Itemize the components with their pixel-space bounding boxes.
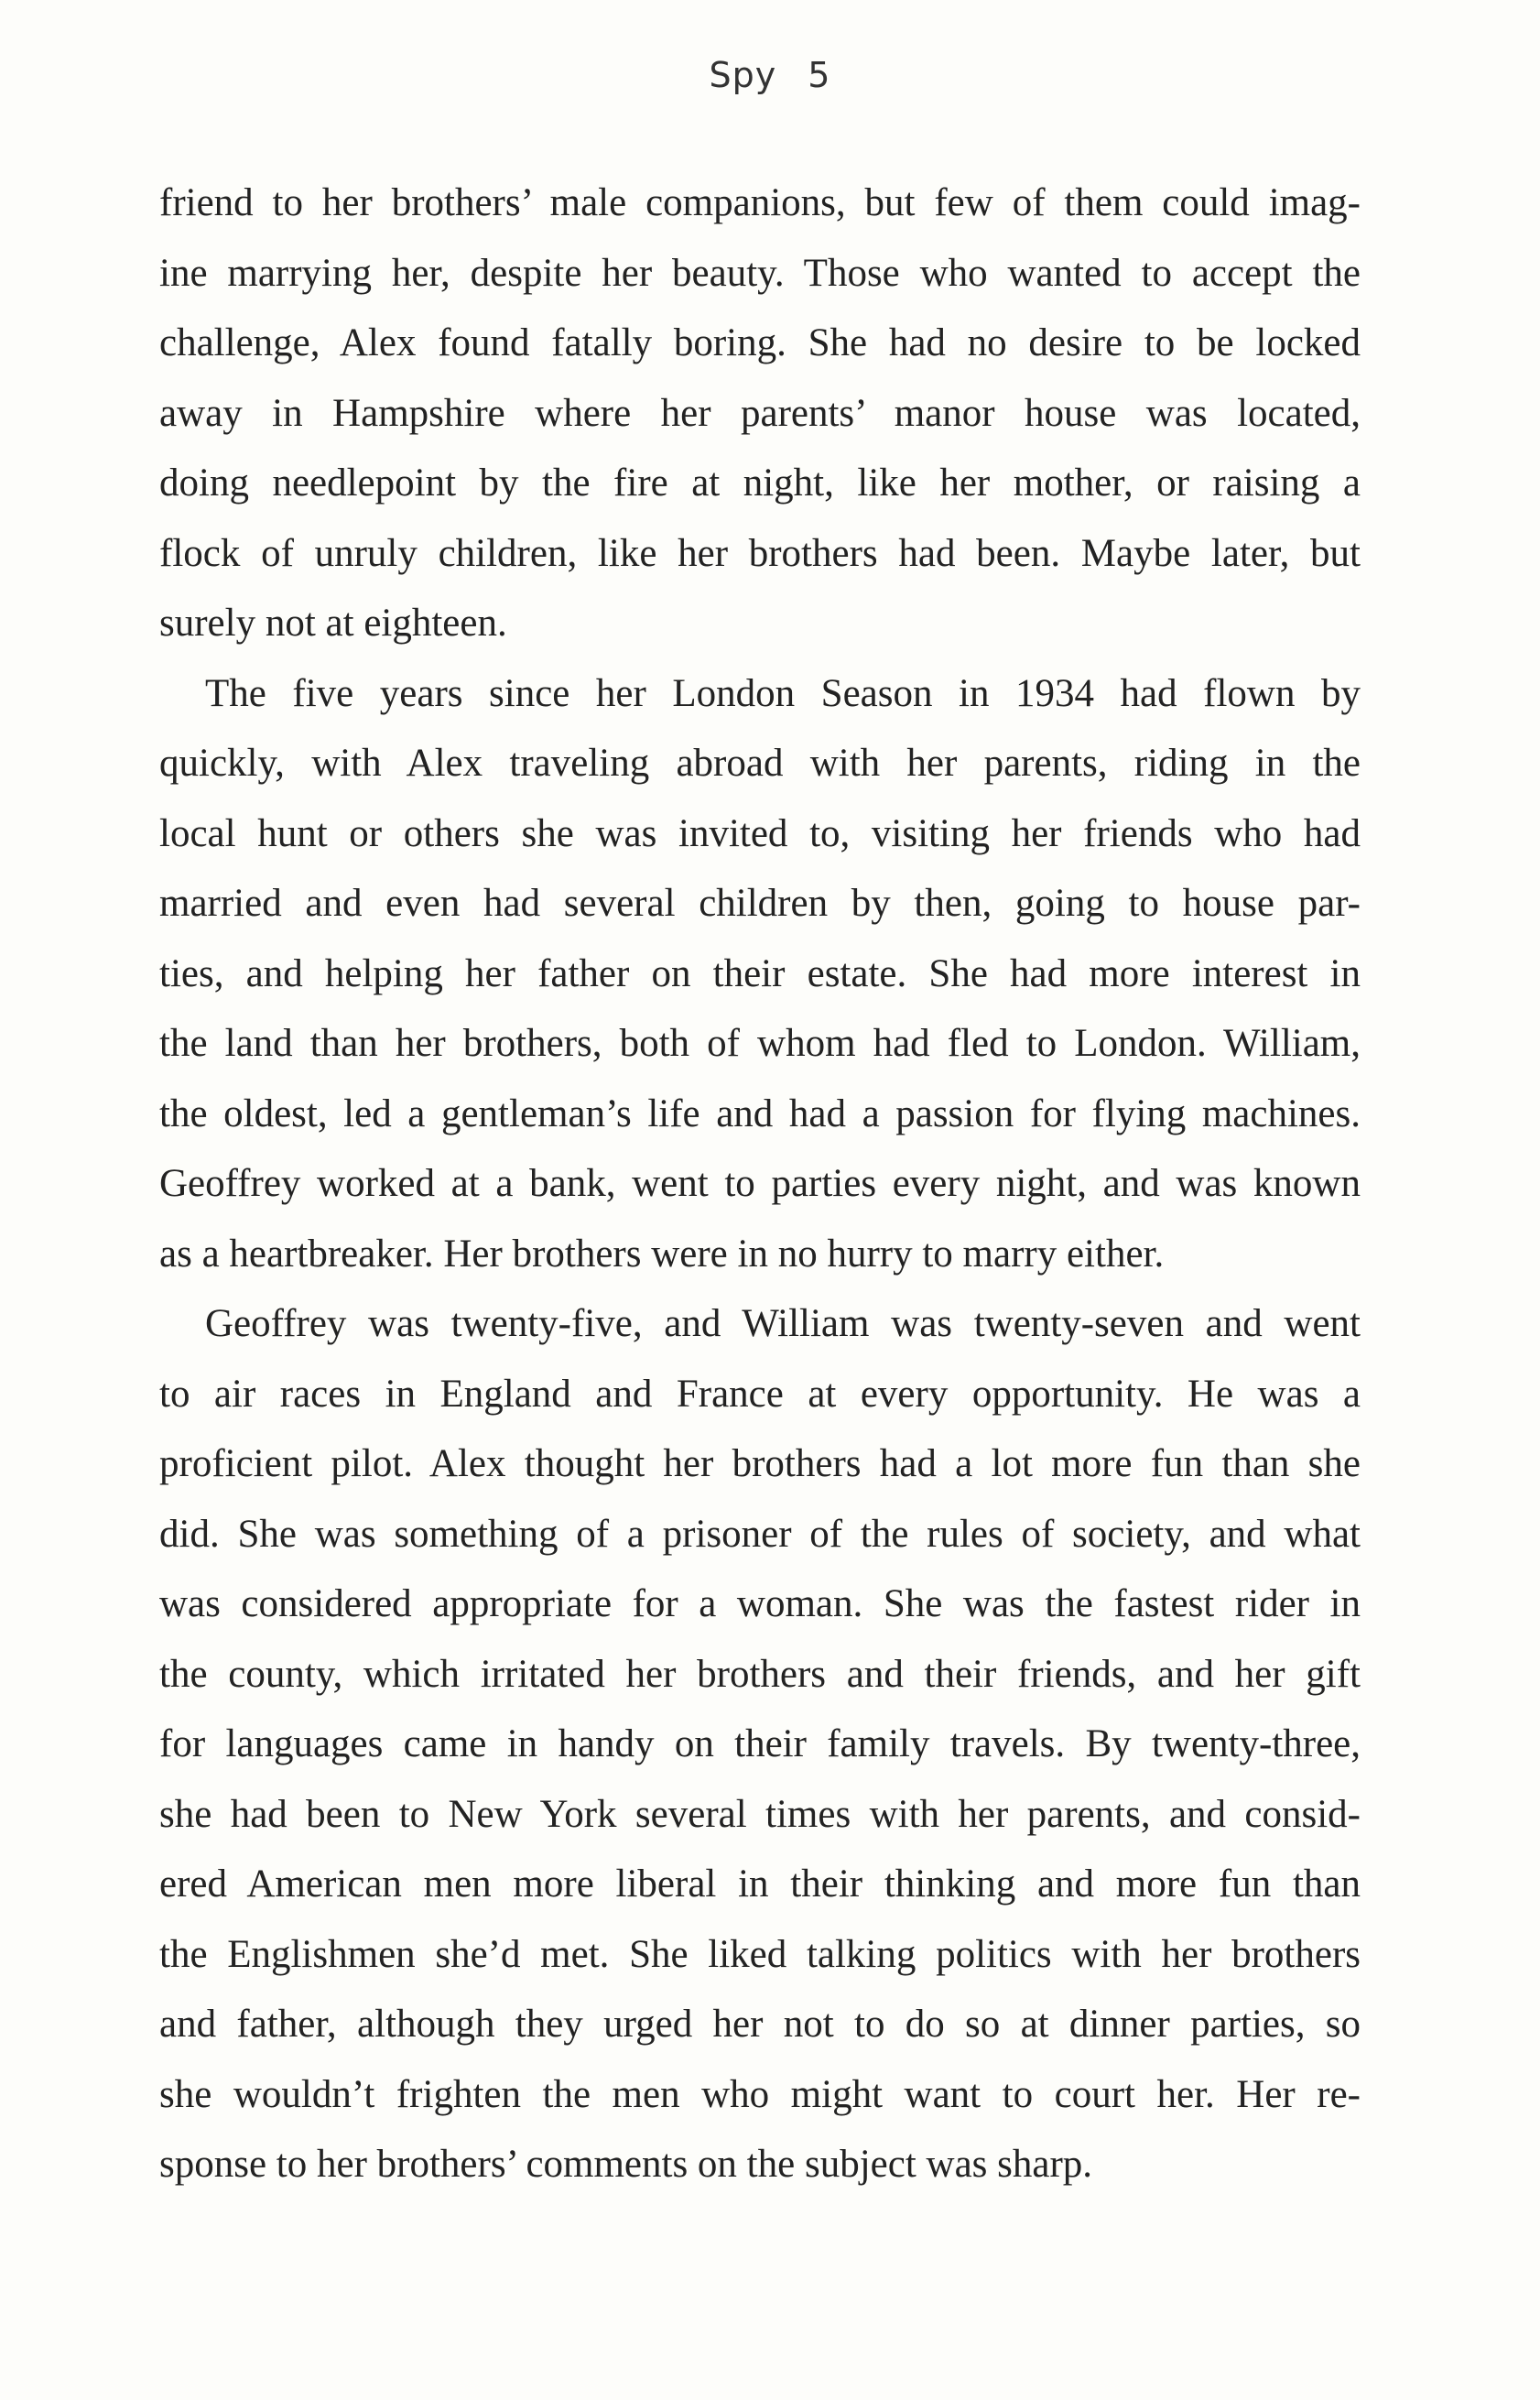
paragraph (159, 168, 1361, 659)
text-line: proficient pilot. Alex thought her brothers had a lot more fun than she (159, 1442, 1361, 1485)
page-number: 5 (808, 55, 831, 95)
body-text (159, 168, 1361, 2200)
text-line: for languages came in handy on their family travels. By twenty-three, (159, 1722, 1361, 1765)
text-line: as a heartbreaker. Her brothers were in no hurry to marry either. (159, 1232, 1165, 1276)
text-line: doing needlepoint by the fire at night, like her mother, or raising a (159, 462, 1361, 505)
paragraph (159, 1289, 1361, 2200)
text-line: did. She was something of a prisoner of the rules of society, and what (159, 1512, 1361, 1556)
text-line: she wouldn’t frighten the men who might want to court her. Her re- (159, 2072, 1361, 2116)
running-head-title: Spy (709, 55, 777, 95)
text-line: married and even had several children by then, going to house par- (159, 882, 1361, 925)
running-head (0, 55, 1540, 95)
text-line: flock of unruly children, like her brothers had been. Maybe later, but (159, 531, 1361, 575)
text-line: and father, although they urged her not to do so at dinner parties, so (159, 2003, 1361, 2046)
text-line: the oldest, led a gentleman’s life and had a passion for flying machines. (159, 1091, 1361, 1135)
text-line: challenge, Alex found fatally boring. She had no desire to be locked (159, 321, 1361, 364)
text-line: to air races in England and France at every opportunity. He was a (159, 1372, 1361, 1416)
text-line: away in Hampshire where her parents’ manor house was located, (159, 391, 1361, 435)
text-line: quickly, with Alex traveling abroad with her parents, riding in the (159, 742, 1361, 785)
text-line: The five years since her London Season in 1934 had flown by (205, 671, 1361, 715)
text-line: was considered appropriate for a woman. She was the fastest rider in (159, 1582, 1361, 1625)
text-line: the county, which irritated her brothers and their friends, and her gift (159, 1652, 1361, 1696)
text-line: Geoffrey was twenty-five, and William was twenty-seven and went (205, 1302, 1361, 1345)
text-line: local hunt or others she was invited to, visiting her friends who had (159, 811, 1361, 855)
text-line: friend to her brothers’ male companions, but few of them could imag- (159, 181, 1361, 224)
text-line: surely not at eighteen. (159, 602, 507, 645)
text-line: Geoffrey worked at a bank, went to parties every night, and was known (159, 1162, 1361, 1205)
text-line: the Englishmen she’d met. She liked talking politics with her brothers (159, 1932, 1361, 1976)
paragraph (159, 659, 1361, 1290)
text-line: the land than her brothers, both of whom had fled to London. William, (159, 1022, 1361, 1065)
text-line: she had been to New York several times with her parents, and consid- (159, 1792, 1361, 1836)
text-line: ine marrying her, despite her beauty. Those who wanted to accept the (159, 251, 1361, 295)
text-line: ties, and helping her father on their estate. She had more interest in (159, 951, 1361, 995)
text-line: sponse to her brothers’ comments on the subject was sharp. (159, 2143, 1093, 2186)
text-line: ered American men more liberal in their thinking and more fun than (159, 1862, 1361, 1906)
